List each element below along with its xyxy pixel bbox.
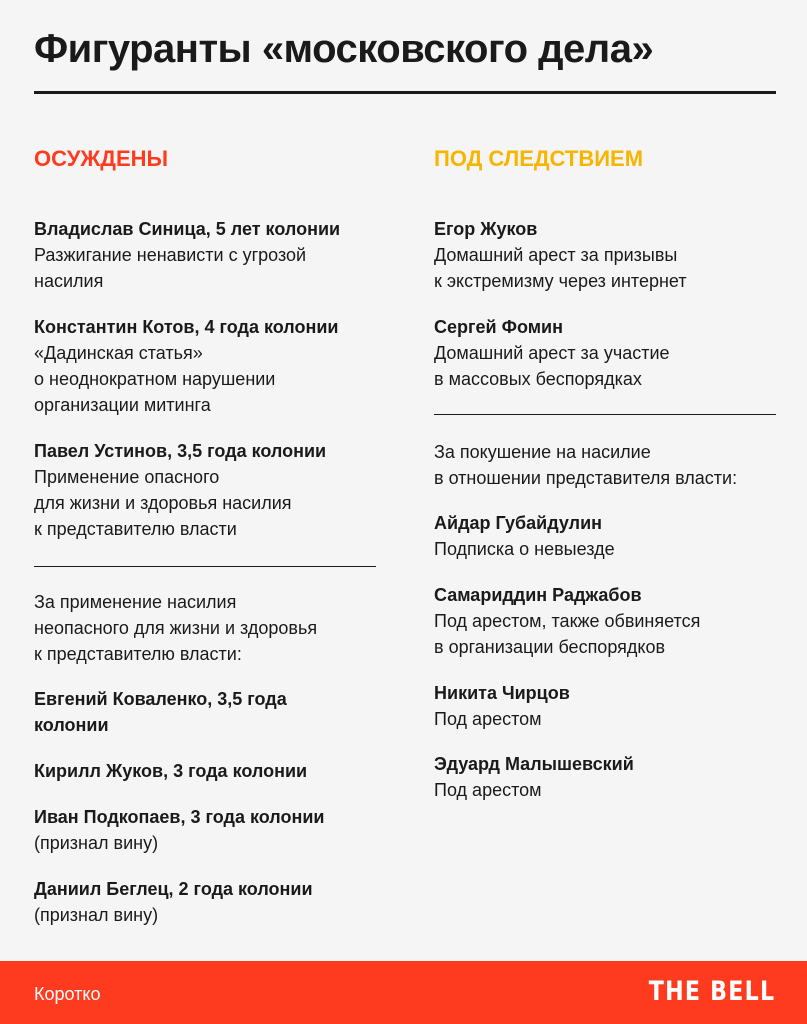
footer-bar xyxy=(0,961,807,1024)
convicted-list-1b xyxy=(34,314,379,418)
list-item xyxy=(434,680,779,732)
person-description: Разжигание ненависти с угрозой насилия xyxy=(34,245,307,291)
group-note: За применение насилия неопасного для жизни и здоровья к представителю власти: xyxy=(34,592,318,664)
person-name: Никита Чирцов xyxy=(434,683,570,703)
person-name: Евгений Коваленко, 3,5 года колонии xyxy=(34,689,287,735)
list-item xyxy=(34,758,379,784)
brand-logo: THE BELL xyxy=(648,976,775,1007)
person-description: «Дадинская статья» о неоднократном нарушении организации митинга xyxy=(34,343,276,415)
list-item xyxy=(434,314,779,392)
convicted-list-2 xyxy=(34,686,379,738)
investigation-list-2c xyxy=(434,680,779,732)
list-item xyxy=(34,438,379,542)
person-description: Под арестом, также обвиняется в организации беспорядков xyxy=(434,611,701,657)
person-description: (признал вину) xyxy=(34,833,159,853)
list-item xyxy=(434,216,779,294)
page-title: Фигуранты «московского дела» xyxy=(34,27,654,71)
list-item xyxy=(434,510,779,562)
list-item xyxy=(34,804,379,856)
investigation-list-2b xyxy=(434,582,779,660)
person-name: Даниил Беглец, 2 года колонии xyxy=(34,879,313,899)
person-description: Под арестом xyxy=(434,709,542,729)
list-item xyxy=(434,582,779,660)
group-note: За покушение на насилие в отношении представителя власти: xyxy=(434,442,738,488)
convicted-list-2c xyxy=(34,804,379,856)
list-item xyxy=(34,314,379,418)
person-description: Подписка о невыезде xyxy=(434,539,615,559)
person-name: Егор Жуков xyxy=(434,219,538,239)
investigation-list-2d xyxy=(434,751,779,803)
investigation-list-1b xyxy=(434,314,779,392)
convicted-list-2b xyxy=(34,758,379,784)
person-name: Кирилл Жуков, 3 года колонии xyxy=(34,761,308,781)
person-name: Константин Котов, 4 года колонии xyxy=(34,317,339,337)
list-item xyxy=(34,216,379,294)
section-divider xyxy=(34,566,376,567)
convicted-list-2d xyxy=(34,876,379,928)
footer-label: Коротко xyxy=(34,984,101,1004)
convicted-heading: ОСУЖДЕНЫ xyxy=(34,146,169,171)
person-name: Сергей Фомин xyxy=(434,317,563,337)
person-description: Домашний арест за призывы к экстремизму через интернет xyxy=(434,245,687,291)
person-description: (признал вину) xyxy=(34,905,159,925)
convicted-list-1 xyxy=(34,216,379,294)
investigation-list-2 xyxy=(434,510,779,562)
investigation-list-1 xyxy=(434,216,779,294)
convicted-list-1c xyxy=(34,438,379,542)
section-divider xyxy=(434,414,776,415)
list-item xyxy=(34,876,379,928)
person-description: Домашний арест за участие в массовых беспорядках xyxy=(434,343,670,389)
person-name: Самариддин Раджабов xyxy=(434,585,642,605)
person-name: Иван Подкопаев, 3 года колонии xyxy=(34,807,325,827)
person-description: Под арестом xyxy=(434,780,542,800)
list-item xyxy=(34,686,379,738)
person-name: Эдуард Малышевский xyxy=(434,754,634,774)
person-name: Павел Устинов, 3,5 года колонии xyxy=(34,441,327,461)
title-divider xyxy=(34,91,776,94)
list-item xyxy=(434,751,779,803)
person-name: Владислав Синица, 5 лет колонии xyxy=(34,219,341,239)
person-name: Айдар Губайдулин xyxy=(434,513,603,533)
investigation-heading: ПОД СЛЕДСТВИЕМ xyxy=(434,146,644,171)
person-description: Применение опасного для жизни и здоровья насилия к представителю власти xyxy=(34,467,292,539)
